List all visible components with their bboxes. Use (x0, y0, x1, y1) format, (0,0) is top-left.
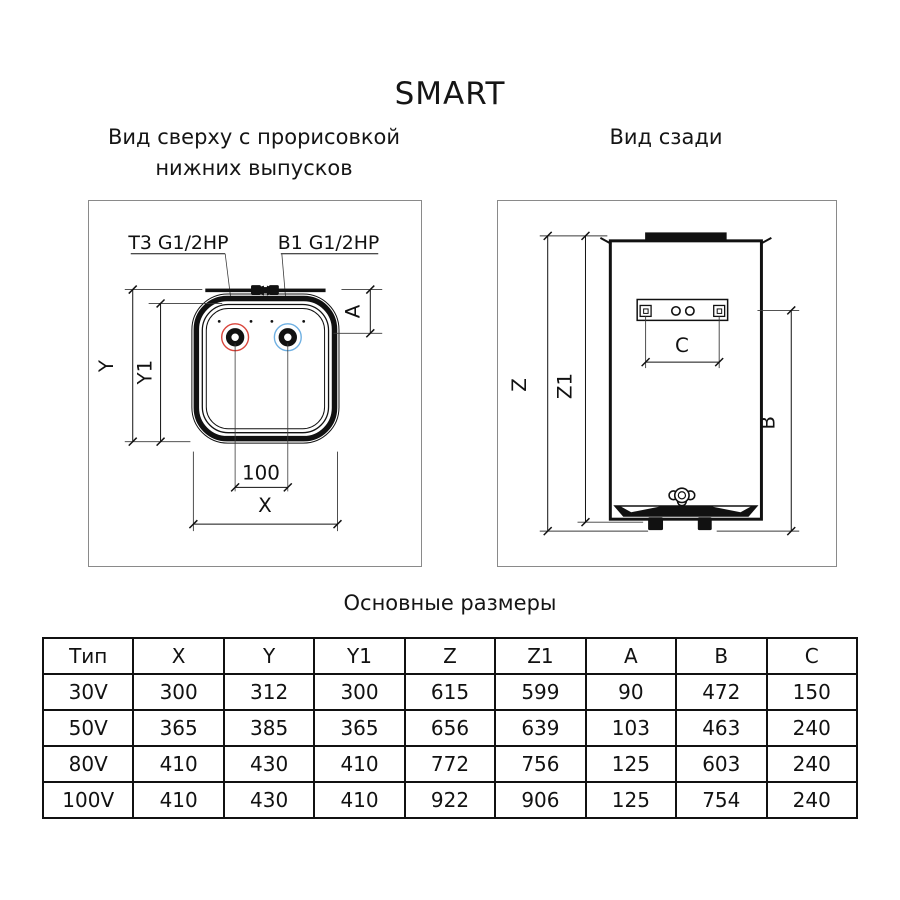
dim-c-label: C (674, 334, 689, 358)
dimension-cell: 410 (133, 782, 223, 818)
top-cap-bar (645, 232, 727, 241)
model-type-cell: 100V (43, 782, 133, 818)
rear-view-caption: Вид сзади (609, 125, 723, 149)
dimension-cell: 240 (767, 746, 858, 782)
dimension-cell: 312 (224, 674, 314, 710)
dimension-cell: 463 (676, 710, 766, 746)
mounting-plate (637, 299, 727, 320)
dimension-cell: 410 (133, 746, 223, 782)
dimension-cell: 300 (314, 674, 404, 710)
dimension-cell: 103 (586, 710, 676, 746)
top-view-panel (88, 200, 422, 567)
bottom-band (613, 505, 758, 516)
dimension-cell: 410 (314, 782, 404, 818)
dimension-cell: 240 (767, 782, 858, 818)
hot-outlet-label: T3 G1/2HP (128, 231, 229, 254)
dimension-cell: 430 (224, 746, 314, 782)
dimensions-table (42, 637, 858, 819)
table-row (43, 746, 857, 782)
dimension-cell: 300 (133, 674, 223, 710)
top-view-caption-line1: Вид сверху с прорисовкой (107, 125, 400, 149)
rear-view-panel (497, 200, 837, 567)
dimension-cell: 365 (133, 710, 223, 746)
page-title: SMART (394, 76, 506, 112)
model-type-cell: 50V (43, 710, 133, 746)
dimension-cell: 756 (495, 746, 585, 782)
dimension-cell: 754 (676, 782, 766, 818)
column-header: Y1 (314, 638, 404, 674)
dim-z-label: Z (507, 378, 531, 392)
column-header: Z1 (495, 638, 585, 674)
dim-z1-label: Z1 (553, 372, 577, 400)
table-row (43, 710, 857, 746)
dimension-cell: 385 (224, 710, 314, 746)
dimension-cell: 656 (405, 710, 495, 746)
foot-left (648, 517, 663, 530)
dimension-cell: 603 (676, 746, 766, 782)
model-type-cell: 30V (43, 674, 133, 710)
dimension-cell: 906 (495, 782, 585, 818)
dimension-cell: 410 (314, 746, 404, 782)
dimension-cell: 125 (586, 746, 676, 782)
dimension-100 (235, 461, 288, 487)
table-row (43, 782, 857, 818)
column-header: Y (224, 638, 314, 674)
table-caption: Основные размеры (343, 591, 557, 615)
dimension-cell: 150 (767, 674, 858, 710)
dimension-cell: 639 (495, 710, 585, 746)
dimension-cell: 125 (586, 782, 676, 818)
dim-100-label: 100 (242, 461, 280, 485)
table-body (43, 674, 857, 818)
header-row (43, 638, 857, 674)
dimension-cell: 365 (314, 710, 404, 746)
dimension-cell: 472 (676, 674, 766, 710)
table-wrapper (42, 637, 858, 819)
dimension-cell: 240 (767, 710, 858, 746)
column-header: Z (405, 638, 495, 674)
cold-inlet-label: B1 G1/2HP (277, 231, 380, 254)
dimension-cell: 90 (586, 674, 676, 710)
dim-b-label: B (756, 415, 780, 430)
top-view-caption-line2: нижних выпусков (155, 156, 353, 180)
column-header: X (133, 638, 223, 674)
column-header: A (586, 638, 676, 674)
dim-x-label: X (258, 494, 272, 518)
dimension-cell: 430 (224, 782, 314, 818)
table-row (43, 674, 857, 710)
dimension-cell: 772 (405, 746, 495, 782)
dim-y-label: Y (94, 360, 118, 373)
dimension-cell: 922 (405, 782, 495, 818)
heater-body (610, 241, 761, 519)
dimension-a (334, 290, 383, 334)
column-header: C (767, 638, 858, 674)
rear-view-drawing (498, 201, 834, 564)
table-head (43, 638, 857, 674)
top-view-drawing (89, 201, 419, 564)
tank-outline (192, 294, 339, 443)
column-header: Тип (43, 638, 133, 674)
top-view-caption (70, 122, 438, 184)
dim-y1-label: Y1 (133, 359, 157, 385)
dim-a-label: A (341, 304, 365, 319)
model-type-cell: 80V (43, 746, 133, 782)
column-header: B (676, 638, 766, 674)
foot-right (698, 517, 712, 530)
dimension-cell: 599 (495, 674, 585, 710)
dimension-cell: 615 (405, 674, 495, 710)
